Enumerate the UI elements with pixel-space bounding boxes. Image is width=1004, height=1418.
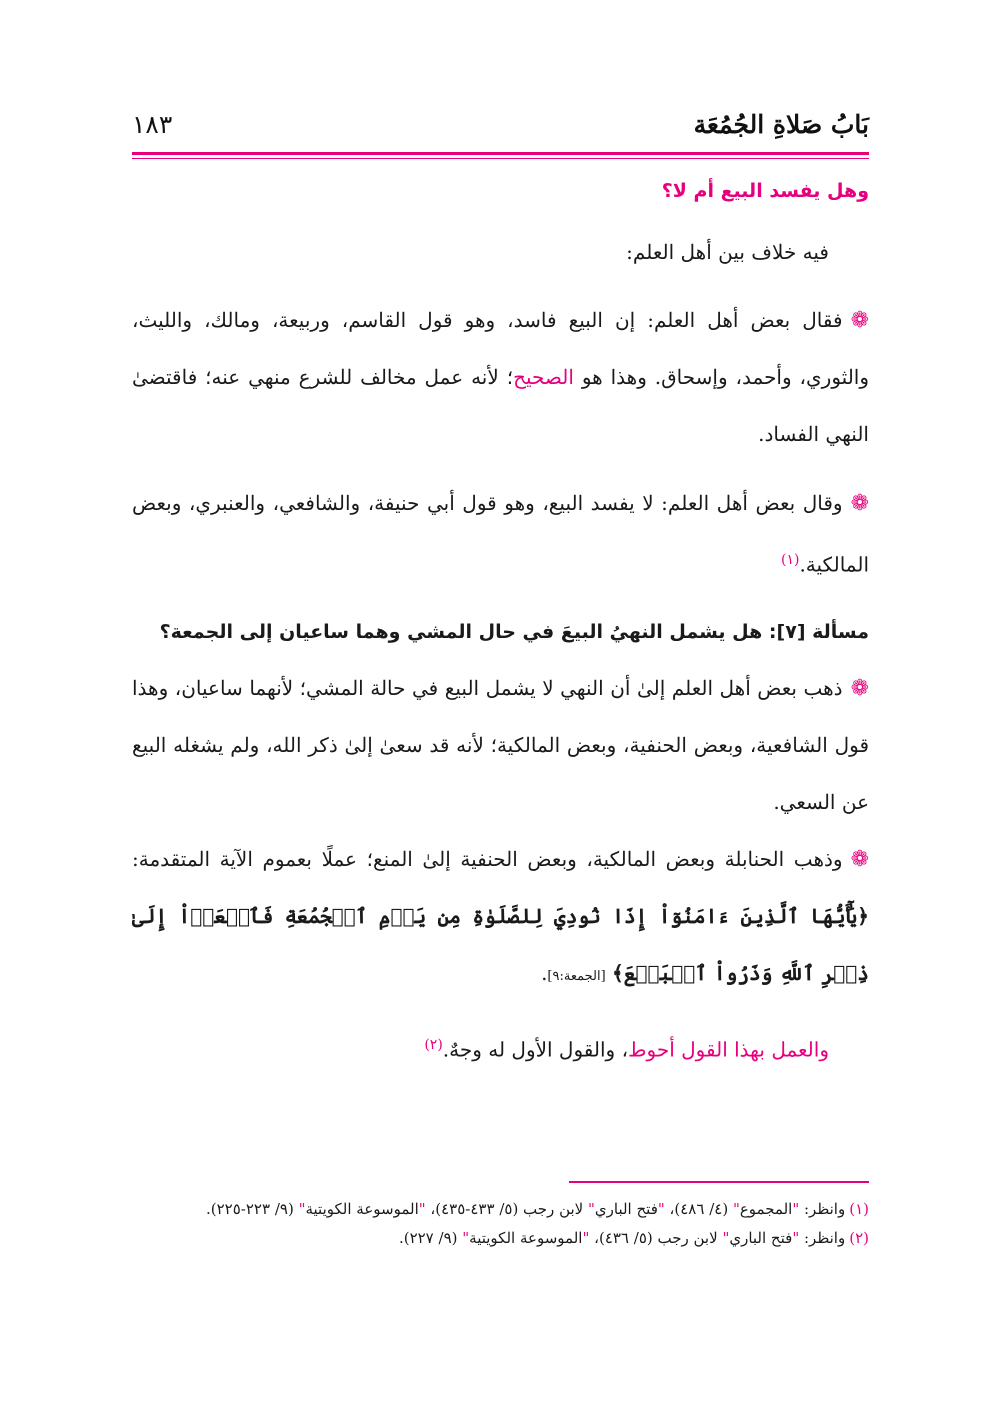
paragraph-4 <box>132 831 869 1005</box>
running-title: بَابُ صَلاةِ الجُمُعَة <box>693 110 869 139</box>
conclusion-highlight: والعمل بهذا القول أحوط <box>628 1037 829 1062</box>
flower-bullet-icon: ❁ <box>850 491 869 516</box>
issue-heading <box>132 604 869 660</box>
footnote-1: (١)وانظر: "المجموع" (٤/ ٤٨٦)، "فتح الباري" لابن رجب (٥/ ٤٣٣-٤٣٥)، "الموسوعة الكويتية" (٩/ ٢٢٣-٢٢٥). <box>206 1200 869 1218</box>
header-rule <box>132 152 869 155</box>
quran-verse: ﴿يَٰٓأَيُّهَا ٱلَّذِينَ ءَامَنُوٓاْ إِذَا نُودِيَ لِلصَّلَوٰةِ مِن يَوۡمِ ٱلۡجُمُعَةِ فَٱسۡعَوۡاْ إِلَىٰ ذِكۡرِ ٱللَّهِ وَذَرُواْ ٱلۡبَيۡعَ﴾ <box>132 903 869 985</box>
section-heading: وهل يفسد البيع أم لا؟ <box>661 180 869 202</box>
flower-bullet-icon: ❁ <box>850 308 869 333</box>
flower-bullet-icon: ❁ <box>850 846 869 872</box>
highlight-sahih: الصحيح <box>513 365 574 389</box>
footnote-number: (١) <box>849 1200 869 1218</box>
verse-reference: [الجمعة:٩] <box>547 968 606 984</box>
footnote-2: (٢)وانظر: "فتح الباري" لابن رجب (٥/ ٤٣٦)، "الموسوعة الكويتية" (٩/ ٢٢٧). <box>398 1229 869 1247</box>
footnote-ref-2[interactable]: (٢) <box>424 1036 443 1053</box>
conclusion-paragraph <box>132 1015 869 1080</box>
paragraph-3 <box>132 660 869 831</box>
conclusion-text: ، والقول الأول له وجهٌ. <box>442 1037 629 1062</box>
intro-paragraph: فيه خلاف بين أهل العلم: <box>626 240 829 264</box>
flower-bullet-icon: ❁ <box>850 675 869 701</box>
book-page <box>132 0 869 1418</box>
paragraph-1 <box>132 292 869 463</box>
page-number: ١٨٣ <box>132 110 173 139</box>
footnote-number: (٢) <box>849 1229 869 1247</box>
page-header <box>132 110 869 150</box>
header-rule-thin <box>132 158 869 159</box>
issue-label: مسألة [٧]: <box>768 620 869 643</box>
issue-title: هل يشمل النهيُ البيعَ في حال المشي وهما ساعيان إلى الجمعة؟ <box>159 620 769 643</box>
paragraph-4-text: وذهب الحنابلة وبعض المالكية، وبعض الحنفية إلىٰ المنع؛ عملًا بعموم الآية المتقدمة: <box>132 846 843 871</box>
paragraph-1-text: فقال بعض أهل العلم: إن البيع فاسد، وهو قول القاسم، وربيعة، ومالك، والليث، والثوري، وأحمد، وإسحاق. وهذا هو <box>132 308 869 389</box>
paragraph-2 <box>132 475 869 594</box>
paragraph-2-text: وقال بعض أهل العلم: لا يفسد البيع، وهو قول أبي حنيفة، والشافعي، والعنبري، وبعض المالكية. <box>132 491 869 577</box>
main-text <box>132 180 869 1079</box>
footnote-divider <box>569 1181 869 1183</box>
paragraph-4-end: . <box>541 960 548 985</box>
paragraph-1-end: ؛ لأنه عمل مخالف للشرع منهي عنه؛ فاقتضىٰ النهي الفساد. <box>132 365 869 446</box>
footnote-ref-1[interactable]: (١) <box>780 552 800 568</box>
footnotes <box>132 1195 869 1253</box>
paragraph-3-text: ذهب بعض أهل العلم إلىٰ أن النهي لا يشمل البيع في حالة المشي؛ لأنهما ساعيان، وهذا قول الشافعية، وبعض الحنفية، وبعض المالكية؛ لأنه قد سعىٰ إلىٰ ذكر الله، ولم يشغله البيع عن السعي. <box>132 675 869 814</box>
